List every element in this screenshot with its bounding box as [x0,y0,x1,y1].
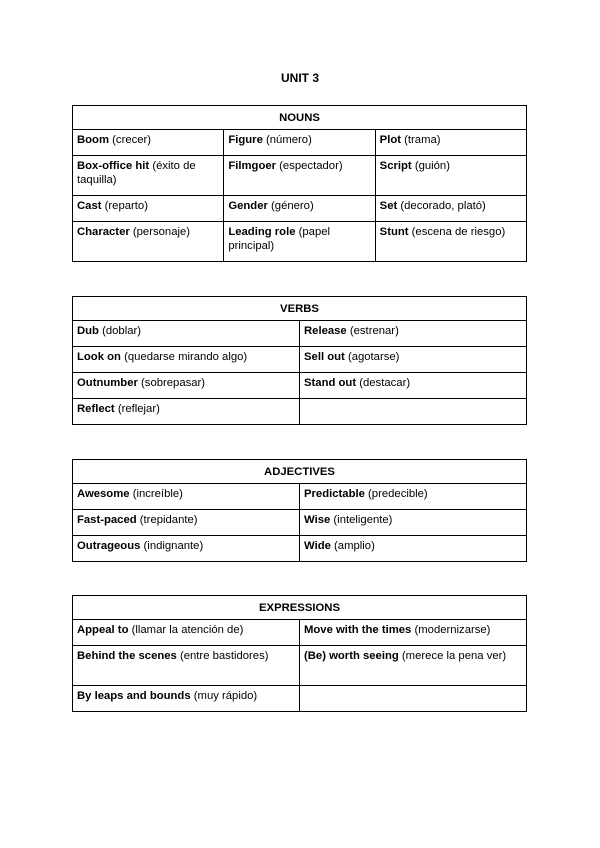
vocab-translation: (indignante) [143,540,204,552]
verbs-header: VERBS [73,297,527,321]
vocab-translation: (estrenar) [349,325,399,337]
vocab-translation: (género) [271,200,314,212]
vocab-translation: (predecible) [368,488,428,500]
vocab-word: Character [77,226,130,238]
vocab-word: Outnumber [77,377,138,389]
nouns-header: NOUNS [73,106,527,130]
vocab-translation: (doblar) [102,325,142,337]
vocab-cell [300,484,527,510]
vocab-cell [224,130,375,156]
vocab-cell [73,484,300,510]
vocab-cell [375,130,526,156]
adjectives-header: ADJECTIVES [73,460,527,484]
table-row [73,373,527,399]
vocab-cell [73,222,224,262]
vocab-word: Fast-paced [77,514,137,526]
vocab-word: Dub [77,325,99,337]
table-row [73,620,527,646]
table-row [73,321,527,347]
vocab-word: Box-office hit [77,160,150,172]
vocab-cell [300,510,527,536]
vocab-translation: (modernizarse) [414,624,491,636]
vocab-translation: (reflejar) [117,403,160,415]
vocab-word: Move with the times [304,624,412,636]
vocab-cell [73,321,300,347]
vocab-cell [224,222,375,262]
vocab-translation: (quedarse mirando algo) [124,351,248,363]
vocab-translation: (increíble) [132,488,183,500]
table-row [73,130,527,156]
table-row [73,646,527,686]
vocab-word: Look on [77,351,121,363]
table-row [73,399,527,425]
vocab-cell [73,646,300,686]
vocab-translation: (guión) [414,160,450,172]
vocab-word: Release [304,325,347,337]
vocab-cell [375,196,526,222]
expressions-header: EXPRESSIONS [73,596,527,620]
vocab-word: Behind the scenes [77,650,177,662]
table-row [73,536,527,562]
vocab-word: Reflect [77,403,115,415]
nouns-table [72,105,527,262]
vocab-cell [300,620,527,646]
table-row [73,222,527,262]
vocab-translation: (trepidante) [139,514,198,526]
vocab-cell [73,347,300,373]
vocab-word: Gender [228,200,268,212]
vocab-word: (Be) worth seeing [304,650,399,662]
vocab-word: Outrageous [77,540,141,552]
vocab-cell [224,156,375,196]
vocab-cell [300,399,527,425]
table-row [73,510,527,536]
vocab-translation: (reparto) [104,200,148,212]
vocab-cell [300,373,527,399]
vocab-translation: (amplio) [334,540,375,552]
page-title: UNIT 3 [280,71,319,85]
vocab-cell [73,620,300,646]
vocab-cell [73,536,300,562]
vocab-cell [300,321,527,347]
vocab-cell [300,536,527,562]
vocab-cell [73,399,300,425]
vocab-cell [224,196,375,222]
table-row [73,686,527,712]
vocab-translation: (muy rápido) [193,690,258,702]
vocab-word: Plot [379,134,401,146]
vocab-translation: (inteligente) [333,514,393,526]
vocab-word: Stunt [379,226,409,238]
vocab-word: Set [379,200,398,212]
vocab-cell [73,510,300,536]
vocab-word: Script [379,160,412,172]
vocab-translation: (personaje) [132,226,191,238]
vocab-translation: (trama) [404,134,441,146]
vocab-word: Stand out [304,377,357,389]
vocab-translation: (agotarse) [347,351,400,363]
verbs-table [72,296,527,425]
vocab-word: Wise [304,514,331,526]
vocab-word: Boom [77,134,110,146]
table-row [73,347,527,373]
vocab-cell [73,373,300,399]
vocab-cell [73,130,224,156]
vocab-word: Cast [77,200,102,212]
vocab-translation: (sobrepasar) [141,377,206,389]
table-row [73,156,527,196]
vocab-cell [300,686,527,712]
vocab-translation: (éxito de taquilla) [77,160,196,186]
vocab-translation: (destacar) [359,377,411,389]
vocab-cell [73,196,224,222]
vocab-translation: (crecer) [112,134,152,146]
vocab-translation: (escena de riesgo) [411,226,506,238]
vocab-cell [300,347,527,373]
vocab-word: Awesome [77,488,130,500]
vocab-word: By leaps and bounds [77,690,191,702]
vocab-cell [300,646,527,686]
vocab-word: Leading role [228,226,296,238]
vocab-cell [73,686,300,712]
vocab-cell [375,156,526,196]
vocab-translation: (llamar la atención de) [131,624,244,636]
vocab-word: Sell out [304,351,345,363]
adjectives-table [72,459,527,562]
vocab-cell [375,222,526,262]
expressions-table [72,595,527,712]
vocab-word: Predictable [304,488,365,500]
vocab-translation: (merece la pena ver) [401,650,507,662]
vocab-translation: (espectador) [279,160,343,172]
vocab-word: Wide [304,540,331,552]
vocab-translation: (papel principal) [228,226,331,252]
table-row [73,196,527,222]
vocab-cell [73,156,224,196]
table-row [73,484,527,510]
vocab-word: Appeal to [77,624,129,636]
vocab-word: Figure [228,134,263,146]
vocab-translation: (entre bastidores) [179,650,269,662]
vocab-word: Filmgoer [228,160,277,172]
vocab-translation: (número) [266,134,312,146]
vocab-translation: (decorado, plató) [400,200,486,212]
